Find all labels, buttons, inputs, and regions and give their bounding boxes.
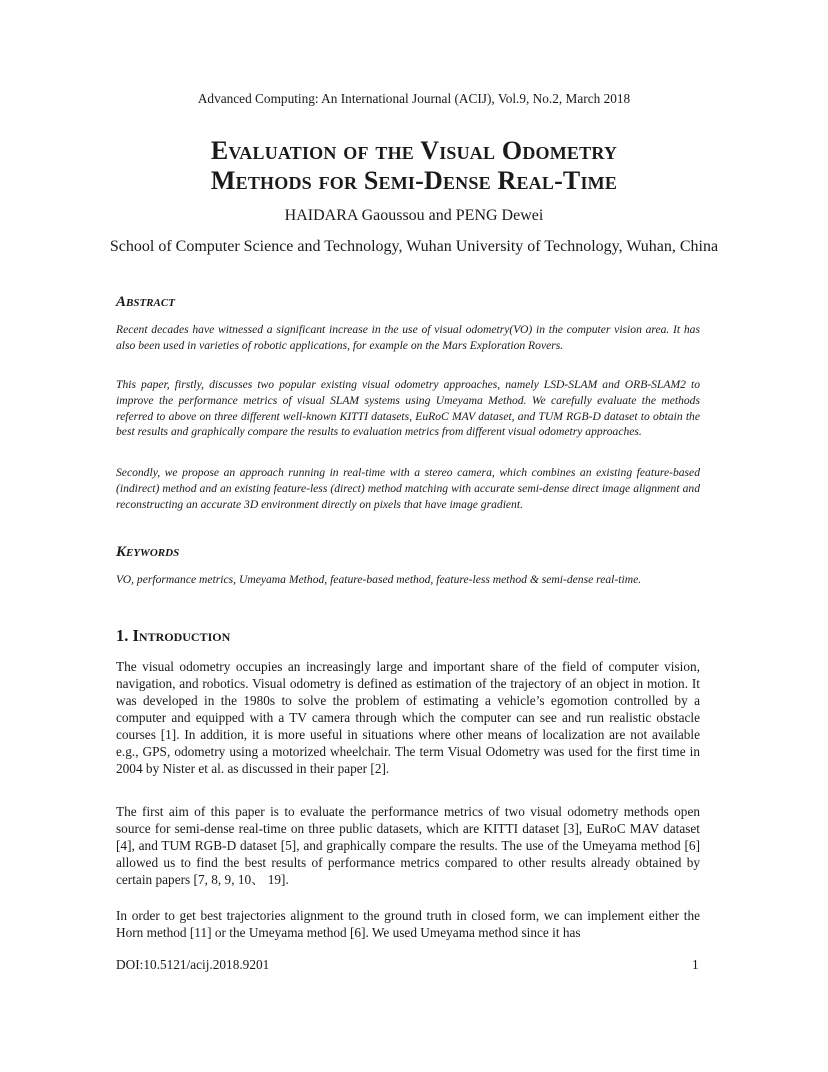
- intro-paragraph-1: The visual odometry occupies an increasingly large and important share of the field of computer vision, navigation, and robotics. Visual odometry is defined as estimation of the trajectory of an object in motion. It was developed in the 1980s to solve the problem of estimating a vehicle’s egomotion controlled by a computer and equipped with a TV camera through which the computer can see and run realistic obstacle courses [1]. In addition, it is more useful in situations where other means of localization are not available e.g., GPS, odometry using a motorized wheelchair. The term Visual Odometry was used for the first time in 2004 by Nister et al. as discussed in their paper [2].: [116, 659, 700, 776]
- page-number: 1: [692, 957, 699, 972]
- authors: HAIDARA Gaoussou and PENG Dewei: [284, 207, 544, 224]
- running-head: Advanced Computing: An International Journal (ACIJ), Vol.9, No.2, March 2018: [197, 91, 631, 106]
- abstract-paragraph-1: Recent decades have witnessed a significant increase in the use of visual odometry(VO) in the computer vision area. It has also been used in varieties of robotic applications, for example on the Mars Exploration Rovers.: [116, 323, 700, 352]
- footer-doi: DOI:10.5121/acij.2018.9201: [116, 957, 270, 972]
- paper-title-line-2: Methods for Semi-Dense Real-Time: [210, 166, 618, 195]
- abstract-heading: Abstract: [116, 294, 175, 310]
- abstract-paragraph-2: This paper, firstly, discusses two popular existing visual odometry approaches, namely LSD-SLAM and ORB-SLAM2 to improve the performance metrics of visual SLAM systems using Umeyama Method. We carefully evaluate the methods referred to above on three different well-known KITTI datasets, EuRoC MAV dataset, and TUM RGB-D dataset to obtain the best results and graphically compare the results to evaluation metrics from different visual odometry approaches.: [116, 378, 700, 439]
- affiliation: School of Computer Science and Technology, Wuhan University of Technology, Wuhan, China: [109, 238, 719, 255]
- keywords-text: VO, performance metrics, Umeyama Method, feature-based method, feature-less method & semi-dense real-time.: [116, 573, 642, 586]
- abstract-paragraph-3: Secondly, we propose an approach running in real-time with a stereo camera, which combines an existing feature-based (indirect) method and an existing feature-less (direct) method matching with accurate semi-dense direct image alignment and reconstructing an accurate 3D environment directly on pixels that have image gradient.: [116, 466, 700, 511]
- paper-title: [0, 136, 828, 196]
- paper-title-line-1: Evaluation of the Visual Odometry: [210, 136, 618, 165]
- keywords-heading: Keywords: [116, 544, 180, 560]
- intro-paragraph-2: The first aim of this paper is to evaluate the performance metrics of two visual odometry methods open source for semi-dense real-time on three public datasets, which are KITTI dataset [3], EuRoC MAV dataset [4], and TUM RGB-D dataset [5], and graphically compare the results. The use of the Umeyama method [6] allowed us to find the best results of performance metrics compared to other results already obtained by certain papers [7, 8, 9, 10、 19].: [116, 804, 700, 887]
- introduction-heading: 1. Introduction: [116, 626, 231, 645]
- intro-paragraph-3: In order to get best trajectories alignment to the ground truth in closed form, we can implement either the Horn method [11] or the Umeyama method [6]. We used Umeyama method since it has: [116, 908, 700, 940]
